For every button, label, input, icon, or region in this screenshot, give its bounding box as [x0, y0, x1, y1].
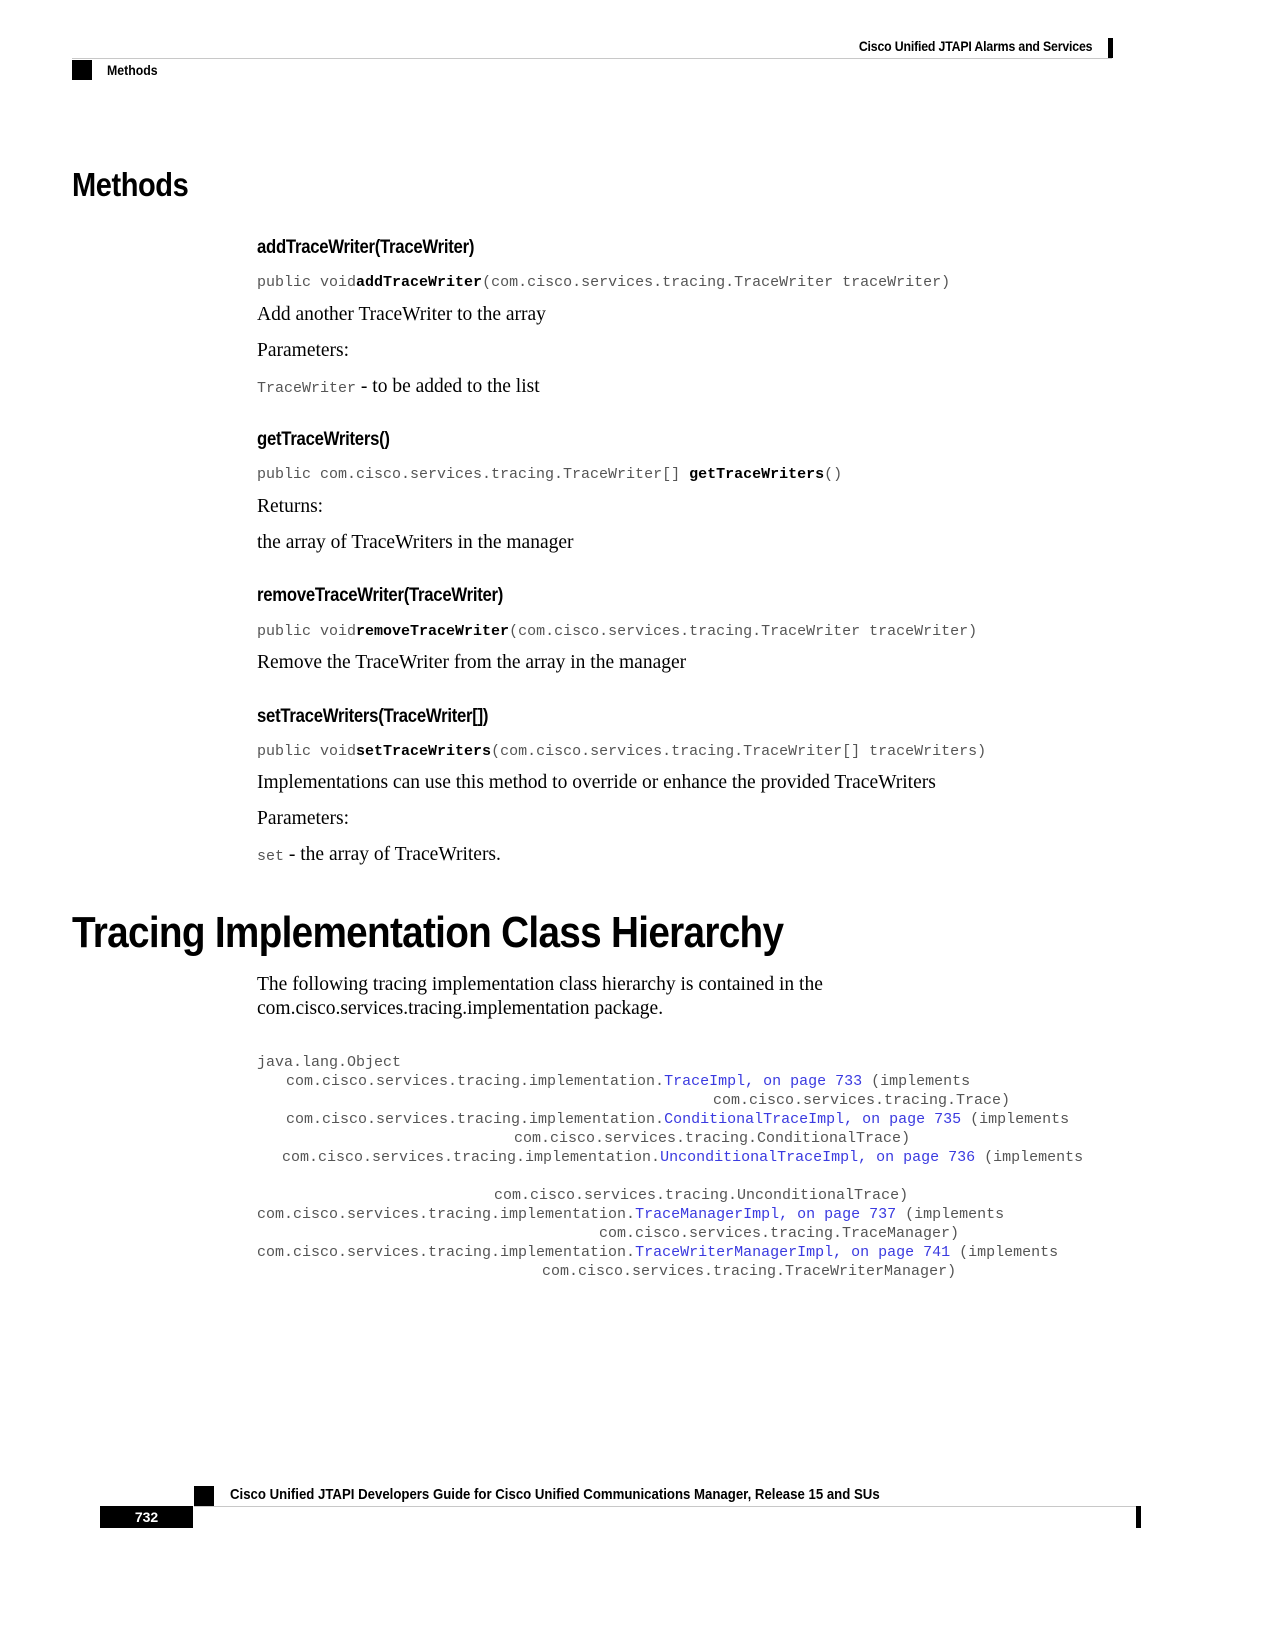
section-marker-block — [72, 60, 92, 80]
hierarchy-intro-line2: com.cisco.services.tracing.implementation package. — [257, 998, 664, 1019]
hierarchy-entry — [257, 1243, 1058, 1262]
class-link[interactable]: TraceManagerImpl, on page 737 — [635, 1206, 897, 1223]
class-link[interactable]: ConditionalTraceImpl, on page 735 — [664, 1111, 962, 1128]
hierarchy-entry — [282, 1148, 1083, 1167]
footer-guide-title: Cisco Unified JTAPI Developers Guide for Cisco Unified Communications Manager, Release 15 and SUs — [230, 1486, 880, 1503]
method-add-title: addTraceWriter(TraceWriter) — [257, 237, 475, 258]
sig-name: getTraceWriters — [689, 466, 825, 483]
package-prefix: com.cisco.services.tracing.implementation. — [257, 1206, 636, 1223]
sig-name: addTraceWriter — [356, 274, 483, 291]
param-code: TraceWriter — [257, 380, 357, 397]
package-prefix: com.cisco.services.tracing.implementation. — [286, 1073, 665, 1090]
hierarchy-interface: com.cisco.services.tracing.UnconditionalTrace) — [494, 1187, 909, 1204]
class-link[interactable]: TraceImpl, on page 733 — [664, 1073, 863, 1090]
method-remove-title: removeTraceWriter(TraceWriter) — [257, 585, 504, 606]
method-set-param — [257, 844, 501, 866]
sig-pre: public void — [257, 623, 357, 640]
sig-name: removeTraceWriter — [356, 623, 510, 640]
sig-post: (com.cisco.services.tracing.TraceWriter traceWriter) — [509, 623, 978, 640]
method-get-returns-label: Returns: — [257, 496, 324, 517]
method-set-signature — [257, 743, 986, 760]
hierarchy-interface: com.cisco.services.tracing.Trace) — [713, 1092, 1011, 1109]
methods-heading: Methods — [72, 166, 189, 203]
sig-pre: public com.cisco.services.tracing.TraceWriter[] — [257, 466, 690, 483]
sig-post: (com.cisco.services.tracing.TraceWriter traceWriter) — [482, 274, 951, 291]
method-set-title: setTraceWriters(TraceWriter[]) — [257, 706, 489, 727]
method-get-returns-text: the array of TraceWriters in the manager — [257, 532, 574, 553]
method-get-title: getTraceWriters() — [257, 429, 390, 450]
implements-word: (implements — [896, 1206, 1005, 1223]
hierarchy-interface: com.cisco.services.tracing.TraceWriterManager) — [542, 1263, 957, 1280]
package-prefix: com.cisco.services.tracing.implementation. — [286, 1111, 665, 1128]
implements-word: (implements — [862, 1073, 971, 1090]
method-get-signature — [257, 466, 842, 483]
implements-word: (implements — [950, 1244, 1059, 1261]
hierarchy-intro-line1: The following tracing implementation class hierarchy is contained in the — [257, 974, 823, 995]
method-add-description: Add another TraceWriter to the array — [257, 304, 546, 325]
sig-post: () — [824, 466, 843, 483]
footer-rule — [194, 1506, 1139, 1507]
method-remove-description: Remove the TraceWriter from the array in the manager — [257, 652, 687, 673]
implements-word: (implements — [975, 1149, 1084, 1166]
method-set-description: Implementations can use this method to override or enhance the provided TraceWriters — [257, 772, 936, 793]
header-rule — [72, 58, 1112, 59]
package-prefix: com.cisco.services.tracing.implementation. — [257, 1244, 636, 1261]
param-text: - to be added to the list — [356, 376, 540, 397]
hierarchy-root: java.lang.Object — [257, 1054, 402, 1071]
sig-post: (com.cisco.services.tracing.TraceWriter[] traceWriters) — [491, 743, 987, 760]
footer-marker-block — [194, 1486, 214, 1506]
sig-pre: public void — [257, 743, 357, 760]
hierarchy-heading: Tracing Implementation Class Hierarchy — [72, 908, 784, 957]
class-link[interactable]: TraceWriterManagerImpl, on page 741 — [635, 1244, 951, 1261]
method-remove-signature — [257, 623, 977, 640]
package-prefix: com.cisco.services.tracing.implementation. — [282, 1149, 661, 1166]
param-code: set — [257, 848, 285, 865]
sig-name: setTraceWriters — [356, 743, 492, 760]
hierarchy-interface: com.cisco.services.tracing.ConditionalTrace) — [514, 1130, 911, 1147]
sig-pre: public void — [257, 274, 357, 291]
method-add-signature — [257, 274, 950, 291]
param-text: - the array of TraceWriters. — [284, 844, 501, 865]
implements-word: (implements — [961, 1111, 1070, 1128]
page-number: 732 — [100, 1506, 193, 1528]
hierarchy-entry — [257, 1205, 1004, 1224]
method-add-param — [257, 376, 540, 398]
hierarchy-interface: com.cisco.services.tracing.TraceManager) — [599, 1225, 960, 1242]
hierarchy-entry — [286, 1110, 1069, 1129]
running-header-section: Methods — [107, 62, 158, 78]
hierarchy-entry — [286, 1072, 970, 1091]
header-right-bar — [1108, 38, 1113, 58]
footer-right-bar — [1136, 1506, 1141, 1528]
method-set-params-label: Parameters: — [257, 808, 350, 829]
running-header-title: Cisco Unified JTAPI Alarms and Services — [858, 38, 1092, 54]
class-link[interactable]: UnconditionalTraceImpl, on page 736 — [660, 1149, 976, 1166]
method-add-params-label: Parameters: — [257, 340, 350, 361]
